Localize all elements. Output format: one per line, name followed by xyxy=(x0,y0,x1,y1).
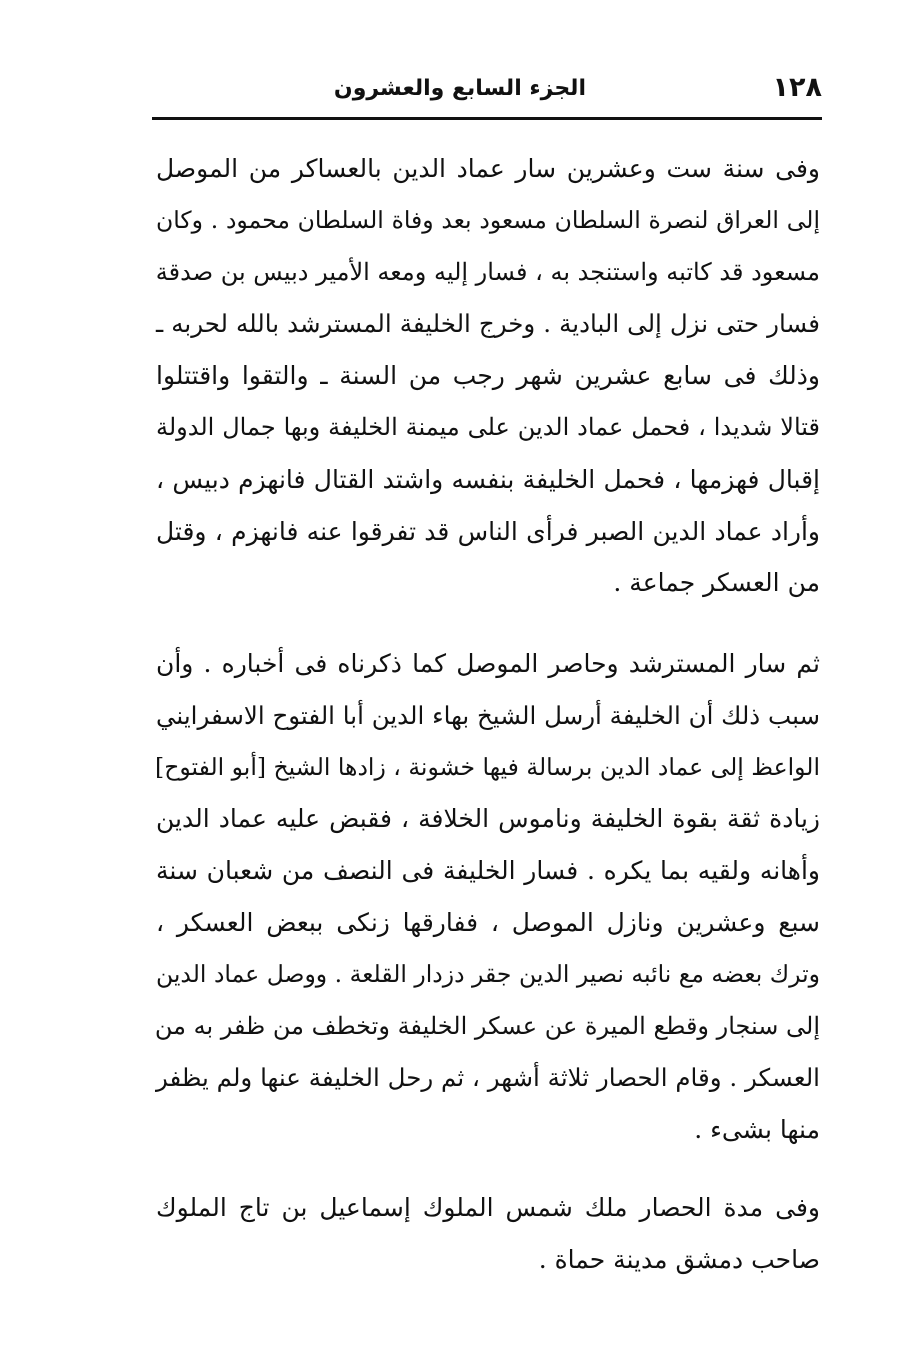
paragraph-1 xyxy=(156,143,820,609)
text-line: إلى العراق لنصرة السلطان مسعود بعد وفاة السلطان محمود . وكان xyxy=(156,205,820,234)
paragraph-3 xyxy=(156,1182,820,1286)
header-divider xyxy=(152,117,822,120)
text-line: زيادة ثقة بقوة الخليفة وناموس الخلافة ، فقبض عليه عماد الدين xyxy=(156,804,820,834)
page-header xyxy=(150,66,822,106)
text-line: وترك بعضه مع نائبه نصير الدين جقر دزدار القلعة . ووصل عماد الدين xyxy=(156,959,820,988)
text-line: وفى مدة الحصار ملك شمس الملوك إسماعيل بن تاج الملوك xyxy=(156,1193,820,1222)
text-line: إقبال فهزمها ، فحمل الخليفة بنفسه واشتد القتال فانهزم دبيس ، xyxy=(156,464,820,494)
text-line: وفى سنة ست وعشرين سار عماد الدين بالعساكر من الموصل xyxy=(156,154,820,183)
text-line: إلى سنجار وقطع الميرة عن عسكر الخليفة وتخطف من ظفر به من xyxy=(154,1011,820,1040)
text-line: صاحب دمشق مدينة حماة . xyxy=(538,1244,820,1274)
running-title: الجزء السابع والعشرون xyxy=(333,76,586,101)
text-line: سبب ذلك أن الخليفة أرسل الشيخ بهاء الدين أبا الفتوح الاسفرايني xyxy=(156,700,820,730)
text-line: وذلك فى سابع عشرين شهر رجب من السنة ـ والتقوا واقتتلوا xyxy=(156,361,820,391)
text-line: فسار حتى نزل إلى البادية . وخرج الخليفة المسترشد بالله لحربه ـ xyxy=(156,309,820,339)
paragraph-2 xyxy=(156,638,820,1156)
text-line: ثم سار المسترشد وحاصر الموصل كما ذكرناه فى أخباره . وأن xyxy=(156,649,820,678)
text-line: وأهانه ولقيه بما يكره . فسار الخليفة فى النصف من شعبان سنة xyxy=(156,856,820,886)
text-line: منها بشىء . xyxy=(694,1115,820,1145)
text-line: وأراد عماد الدين الصبر فرأى الناس قد تفرقوا عنه فانهزم ، وقتل xyxy=(156,516,820,546)
text-line: الواعظ إلى عماد الدين برسالة فيها خشونة ، زادها الشيخ [أبو الفتوح] xyxy=(155,752,820,781)
text-line: من العسكر جماعة . xyxy=(613,568,820,598)
text-line: سبع وعشرين ونازل الموصل ، ففارقها زنكى ببعض العسكر ، xyxy=(156,907,820,937)
page-number: ١٢٨ xyxy=(772,72,822,103)
text-line: العسكر . وقام الحصار ثلاثة أشهر ، ثم رحل الخليفة عنها ولم يظفر xyxy=(156,1063,820,1093)
text-line: قتالا شديدا ، فحمل عماد الدين على ميمنة الخليفة وبها جمال الدولة xyxy=(156,412,820,441)
text-line: مسعود قد كاتبه واستنجد به ، فسار إليه ومعه الأمير دبيس بن صدقة xyxy=(155,257,820,286)
